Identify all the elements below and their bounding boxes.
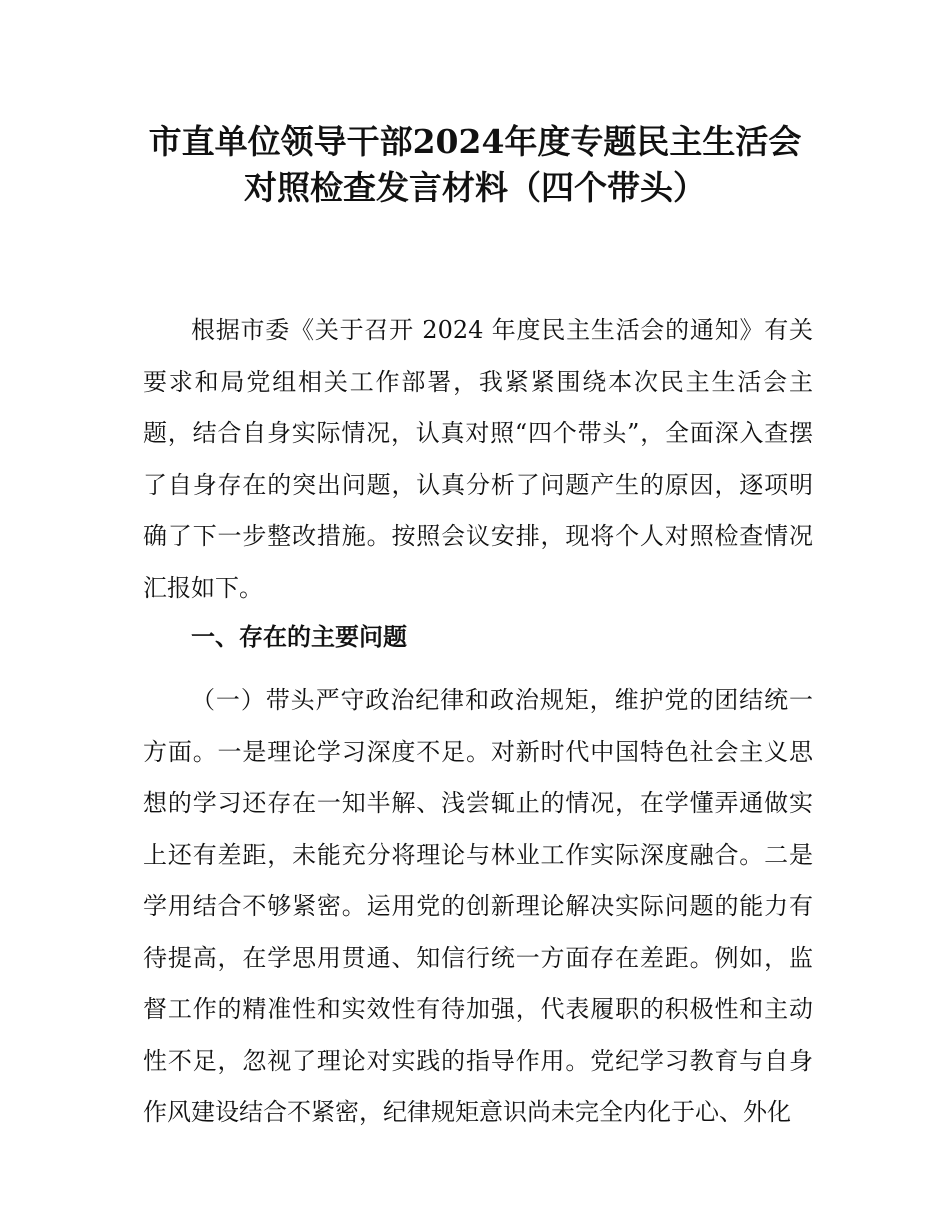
section-paragraph: （一）带头严守政治纪律和政治规矩，维护党的团结统一方面。一是理论学习深度不足。对新时代中国特色社会主义思想的学习还存在一知半解、浅尝辄止的情况，在学懂弄通做实上还有差距，未能充分将理论与林业工作实际深度融合。二是学用结合不够紧密。运用党的创新理论解决实际问题的能力有待提高，在学思用贯通、知信行统一方面存在差距。例如，监督工作的精准性和实效性有待加强，代表履职的积极性和主动性不足，忽视了理论对实践的指导作用。党纪学习教育与自身作风建设结合不紧密，纪律规矩意识尚未完全内化于心、外化	[143, 686, 813, 1126]
document-title-line-2: 对照检查发言材料（四个带头）	[244, 168, 706, 207]
intro-paragraph: 根据市委《关于召开 2024 年度民主生活会的通知》有关要求和局党组相关工作部署，我紧紧围绕本次民主生活会主题，结合自身实际情况，认真对照“四个带头”，全面深入查摆了自身存在的突出问题，认真分析了问题产生的原因，逐项明确了下一步整改措施。按照会议安排，现将个人对照检查情况汇报如下。	[143, 316, 813, 602]
section-heading: 一、存在的主要问题	[191, 623, 407, 651]
document-title-line-1: 市直单位领导干部2024年度专题民主生活会	[148, 122, 802, 161]
